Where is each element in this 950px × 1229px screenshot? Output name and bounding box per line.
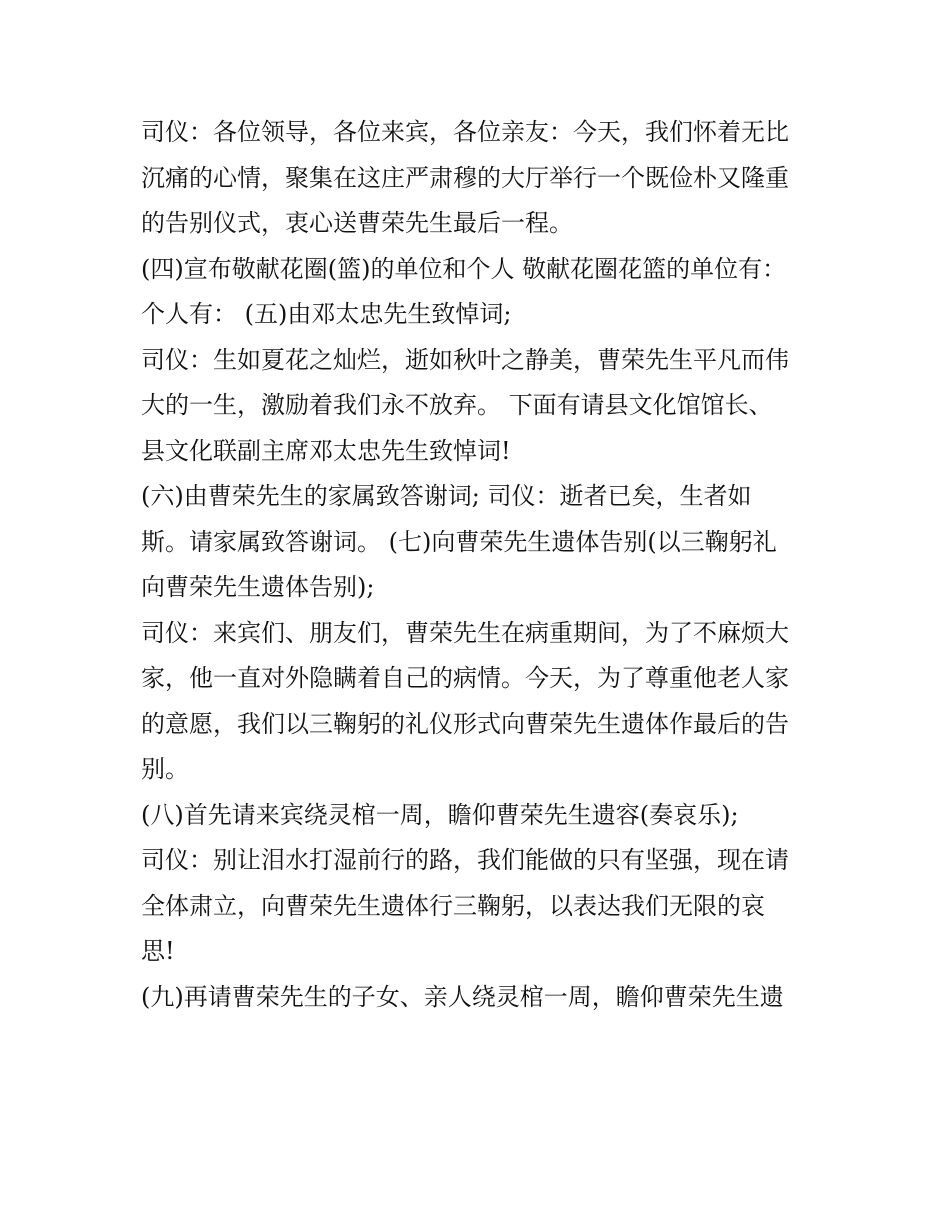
text-line: 全体肃立，向曹荣先生遗体行三鞠躬，以表达我们无限的哀	[141, 891, 765, 920]
text-line: 家，他一直对外隐瞒着自己的病情。今天，为了尊重他老人家	[141, 664, 789, 692]
text-line: 大的一生，激励着我们永不放弃。 下面有请县文化馆馆长、	[141, 391, 773, 419]
text-line: 的告别仪式，衷心送曹荣先生最后一程。	[141, 209, 573, 237]
document-body	[141, 110, 821, 1020]
text-line: 司仪：生如夏花之灿烂，逝如秋叶之静美，曹荣先生平凡而伟	[141, 345, 789, 374]
text-line: 向曹荣先生遗体告别);	[141, 573, 375, 601]
text-line: (九)再请曹荣先生的子女、亲人绕灵棺一周，瞻仰曹荣先生遗	[141, 982, 784, 1011]
text-line: 的意愿，我们以三鞠躬的礼仪形式向曹荣先生遗体作最后的告	[141, 709, 789, 738]
text-line: 司仪：别让泪水打湿前行的路，我们能做的只有坚强，现在请	[141, 846, 789, 874]
text-line: 司仪：各位领导，各位来宾，各位亲友：今天，我们怀着无比	[141, 118, 789, 146]
text-line: 思!	[141, 937, 175, 965]
text-line: 县文化联副主席邓太忠先生致悼词!	[141, 436, 511, 465]
text-line: 斯。请家属致答谢词。 (七)向曹荣先生遗体告别(以三鞠躬礼	[141, 527, 777, 556]
text-line: (六)由曹荣先生的家属致答谢词; 司仪：逝者已矣，生者如	[141, 482, 752, 510]
text-line: 个人有： (五)由邓太忠先生致悼词;	[141, 300, 512, 328]
text-line: 沉痛的心情，聚集在这庄严肃穆的大厅举行一个既俭朴又隆重	[141, 163, 789, 192]
text-line: 司仪：来宾们、朋友们，曹荣先生在病重期间，为了不麻烦大	[141, 618, 789, 647]
text-line: (四)宣布敬献花圈(篮)的单位和个人 敬献花圈花篮的单位有：	[141, 254, 787, 283]
text-line: (八)首先请来宾绕灵棺一周，瞻仰曹荣先生遗容(奏哀乐);	[141, 800, 739, 829]
text-line: 别。	[141, 755, 189, 783]
